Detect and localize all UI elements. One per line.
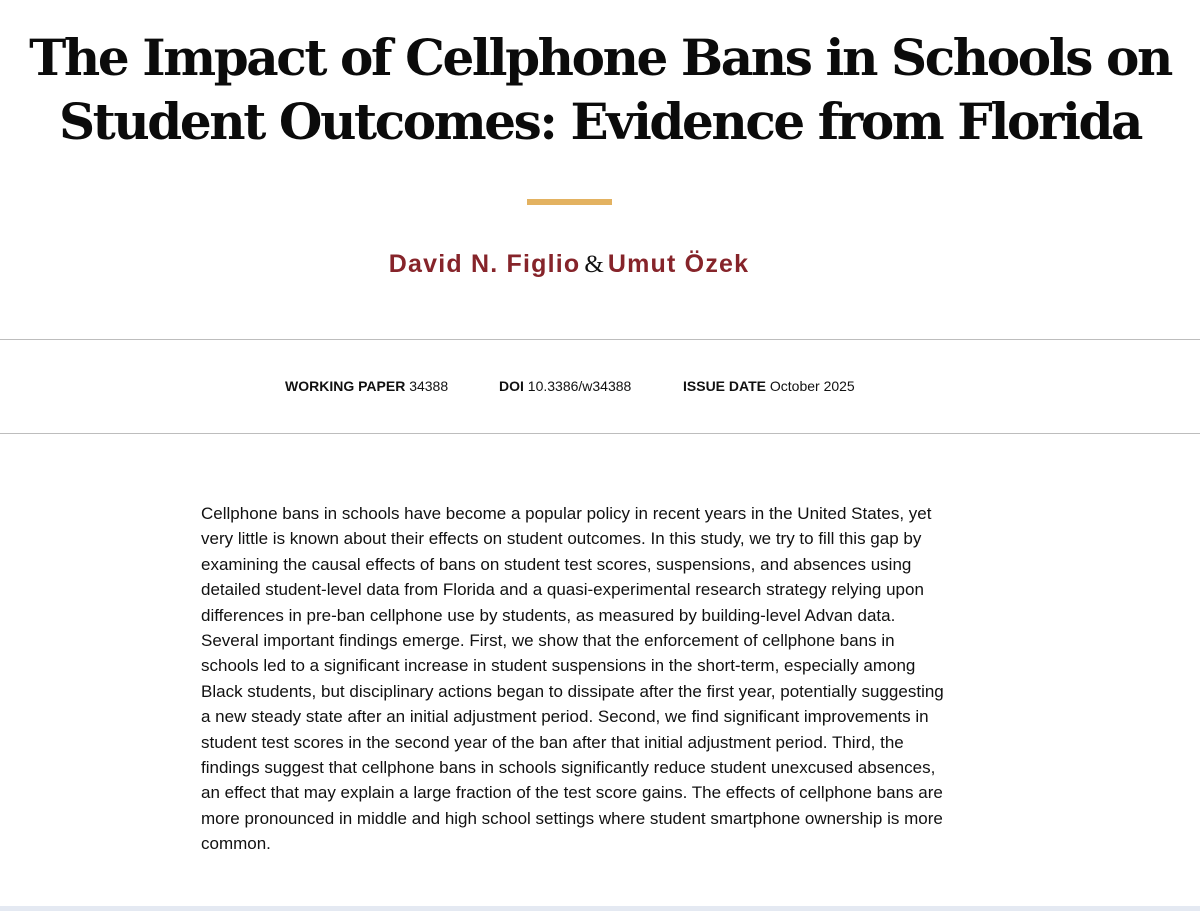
issue-date-label: ISSUE DATE bbox=[683, 378, 766, 394]
abstract-line: a new steady state after an initial adjustment period. Second, we find significant improvements in bbox=[201, 707, 929, 727]
abstract-line: schools led to a significant increase in student suspensions in the short-term, especially among bbox=[201, 656, 916, 676]
paper-title-line-1: The Impact of Cellphone Bans in Schools on bbox=[29, 28, 1171, 87]
abstract-line: common. bbox=[201, 834, 271, 854]
working-paper-value: 34388 bbox=[409, 378, 449, 394]
paper-title bbox=[0, 26, 1200, 154]
doi-label: DOI bbox=[499, 378, 524, 394]
metadata-divider-bottom bbox=[0, 433, 1200, 434]
working-paper-number bbox=[285, 376, 448, 396]
abstract-line: an effect that may explain a large fraction of the test score gains. The effects of cellphone bans are bbox=[201, 783, 943, 803]
doi bbox=[499, 376, 631, 396]
paper-metadata bbox=[0, 376, 1200, 396]
author-list bbox=[0, 246, 1138, 283]
author-link-ozek[interactable]: Umut Özek bbox=[607, 250, 750, 278]
author-link-figlio[interactable]: David N. Figlio bbox=[388, 250, 581, 278]
issue-date-value: October 2025 bbox=[769, 378, 855, 394]
abstract-line: differences in pre-ban cellphone use by students, as measured by building-level Advan data. bbox=[201, 605, 896, 625]
abstract-line: examining the causal effects of bans on student test scores, suspensions, and absences using bbox=[201, 554, 912, 574]
abstract-line: Several important findings emerge. First, we show that the enforcement of cellphone bans in bbox=[201, 631, 895, 651]
abstract-line: very little is known about their effects on student outcomes. In this study, we try to fill this gap by bbox=[201, 529, 922, 549]
abstract-line: Cellphone bans in schools have become a popular policy in recent years in the United States, yet bbox=[201, 504, 932, 523]
doi-value[interactable]: 10.3386/w34388 bbox=[527, 378, 632, 394]
metadata-divider-top bbox=[0, 339, 1200, 340]
abstract-line: student test scores in the second year of the ban after that initial adjustment period. Third, the bbox=[201, 732, 904, 752]
abstract bbox=[201, 501, 961, 857]
abstract-line: more pronounced in middle and high school settings where student smartphone ownership is more bbox=[201, 808, 943, 828]
author-separator: & bbox=[584, 251, 604, 278]
issue-date bbox=[683, 376, 855, 396]
title-accent-rule bbox=[527, 199, 612, 205]
abstract-line: detailed student-level data from Florida and a quasi-experimental research strategy relying upon bbox=[201, 580, 924, 600]
page-bottom-edge bbox=[0, 906, 1200, 911]
abstract-line: Black students, but disciplinary actions began to dissipate after the first year, potentially suggesting bbox=[201, 681, 944, 701]
abstract-line: findings suggest that cellphone bans in schools significantly reduce student unexcused absences, bbox=[201, 758, 936, 778]
working-paper-label: WORKING PAPER bbox=[285, 378, 406, 394]
paper-title-line-2: Student Outcomes: Evidence from Florida bbox=[58, 92, 1142, 151]
